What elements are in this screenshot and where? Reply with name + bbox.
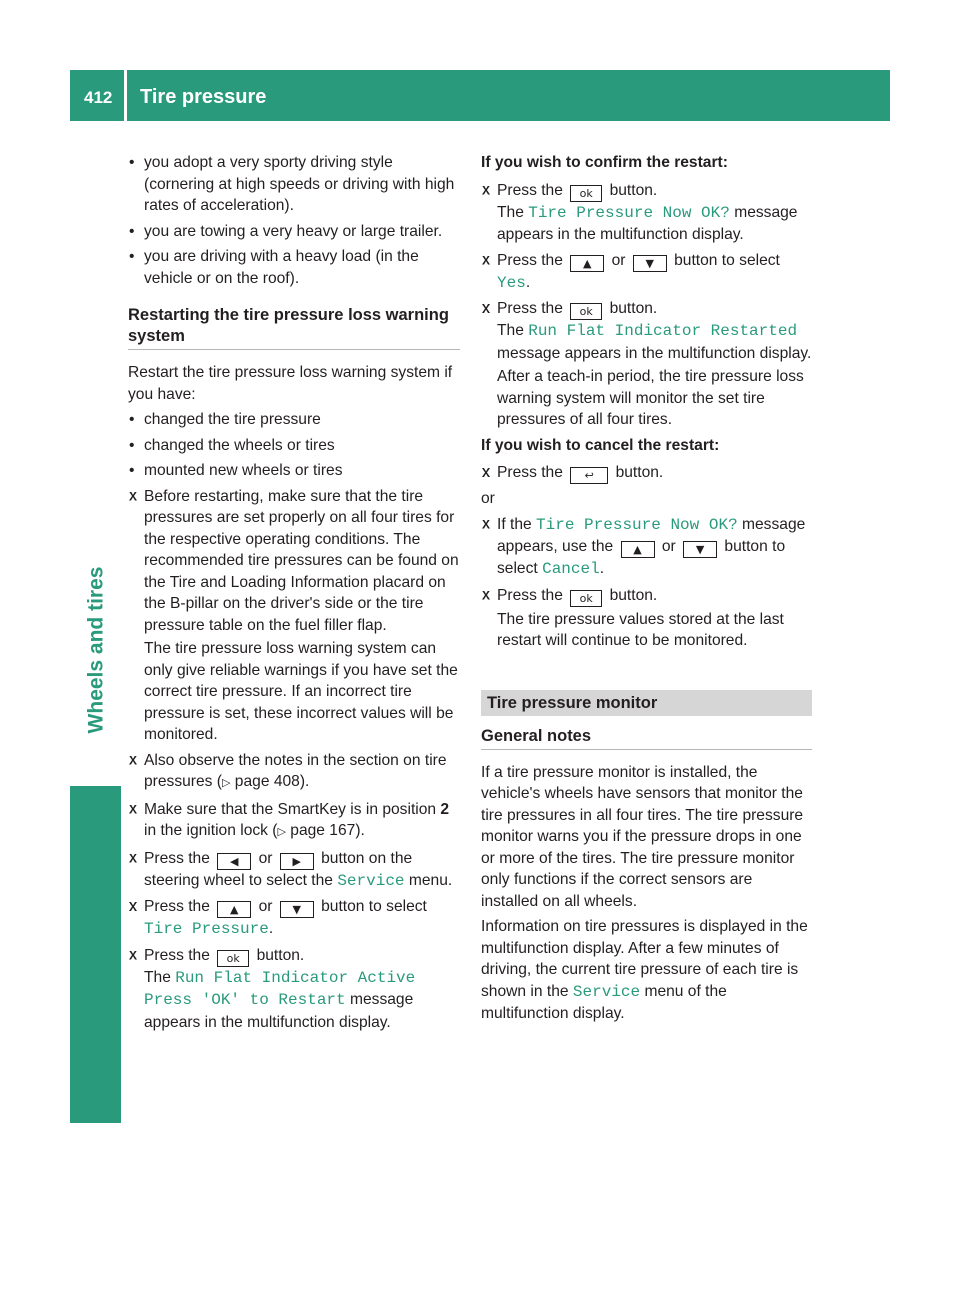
step-text: button.: [609, 586, 658, 604]
display-text-pressure-ok: Tire Pressure Now OK?: [536, 515, 738, 534]
down-arrow-key-icon: ▼: [280, 901, 314, 918]
step-text: button to select: [674, 251, 780, 269]
ok-key-icon: ok: [217, 950, 249, 967]
step-text: or: [661, 538, 676, 555]
step-text: Press the: [144, 946, 210, 964]
step-select-cancel: [481, 514, 812, 581]
step-text: The: [497, 203, 524, 221]
page-ref-icon: ▷: [277, 826, 286, 838]
ok-key-icon: ok: [570, 303, 602, 320]
step-text: The: [144, 968, 171, 986]
step-text: Make sure that the SmartKey is in position: [144, 800, 441, 818]
display-text-yes: Yes: [497, 273, 526, 292]
right-column: [481, 152, 812, 1029]
step-text: button.: [256, 946, 305, 964]
section-heading-restart: Restarting the tire pressure loss warning system: [128, 305, 460, 350]
step-cancel-back: [481, 462, 812, 484]
step-text: or: [258, 849, 273, 867]
step-text: message: [734, 203, 798, 221]
header-divider: [124, 70, 127, 121]
step-before-restarting: [128, 486, 460, 746]
step-smartkey: [128, 799, 460, 844]
step-text: menu.: [408, 871, 453, 889]
confirm-heading: If you wish to confirm the restart:: [481, 154, 728, 171]
step-text: Press the: [144, 849, 210, 867]
list-item: • you are towing a very heavy or large trailer.: [128, 221, 460, 243]
step-text: in the ignition lock (: [144, 822, 278, 839]
step-text: Press the: [497, 586, 563, 604]
step-text: If the: [497, 515, 532, 533]
display-text-run-flat-active: Run Flat Indicator Active: [175, 968, 416, 987]
list-item: • you adopt a very sporty driving style (cornering at high speeds or driving with high rates of acceleration).: [128, 152, 460, 217]
step-text: .: [268, 920, 274, 937]
step-text: or: [258, 898, 273, 915]
step-cancel-ok: [481, 585, 812, 652]
side-color-block: [70, 786, 121, 1123]
step-text: Press the: [497, 464, 563, 481]
list-item: • changed the tire pressure: [128, 409, 460, 431]
up-arrow-key-icon: ▲: [621, 541, 655, 558]
step-text: Press the: [497, 181, 563, 199]
step-text: Before restarting, make sure that the tire pressures are set properly on all four tires for the respective operating conditions. The recommended tire pressures can be found on the Tire and Loading Information placard on the B-pillar on the driver's side or the tire pressure table on the fuel filler flap.: [144, 487, 459, 634]
display-text-pressure-ok: Tire Pressure Now OK?: [528, 203, 730, 222]
step-note: The tire pressure loss warning system can only give reliable warnings if you have set the correct tire pressure. If an incorrect tire pressure is set, these incorrect values will be monitored.: [144, 640, 458, 743]
display-text-cancel: Cancel: [542, 560, 600, 578]
page-ref-icon: ▷: [222, 777, 231, 789]
step-text: appears in the multifunction display.: [144, 1013, 391, 1031]
list-item: • mounted new wheels or tires: [128, 460, 460, 482]
paragraph-text: Information on tire pressures is displayed in the multifunction display. After a few minutes of driving, the current tire pressure of each tire is shown in the: [481, 918, 808, 1000]
general-notes-paragraph: If a tire pressure monitor is installed, the vehicle's wheels have sensors that monitor the tire pressures in all four tires. The tire pressure monitor warns you if the pressure drops in one or more of the tires. The tire pressure monitor only functions if the correct sensors are installed on all wheels.: [481, 763, 804, 910]
step-text: Press the: [144, 898, 210, 915]
list-item: • you are driving with a heavy load (in the vehicle or on the roof).: [128, 246, 460, 289]
step-press-ok: [128, 945, 460, 1034]
general-notes-paragraph: [481, 916, 812, 1025]
intro-text: Restart the tire pressure loss warning system if you have:: [128, 364, 453, 403]
step-text: Press the: [497, 300, 563, 317]
display-text-tire-pressure: Tire Pressure: [144, 920, 269, 938]
side-tab-label: Wheels and tires: [84, 566, 108, 734]
display-text-run-flat-restarted: Run Flat Indicator Restarted: [528, 322, 798, 340]
down-arrow-key-icon: ▼: [683, 541, 717, 558]
step-text: or: [611, 251, 626, 269]
step-text: page 167).: [285, 822, 365, 839]
position-number: 2: [440, 800, 450, 818]
step-text: .: [525, 273, 531, 291]
page-number: 412: [84, 88, 113, 107]
display-text-service: Service: [572, 982, 641, 1001]
step-text: The: [497, 322, 524, 339]
step-text: message appears, use the: [497, 515, 806, 555]
step-text: .: [599, 560, 605, 577]
step-select-service: [128, 848, 460, 893]
ok-key-icon: ok: [570, 590, 602, 607]
step-text: message appears in the multifunction display.: [497, 344, 812, 362]
step-text: appears in the multifunction display.: [497, 226, 744, 243]
cancel-heading: If you wish to cancel the restart:: [481, 436, 720, 454]
step-select-tire-pressure: [128, 896, 460, 941]
display-text-service: Service: [337, 871, 405, 890]
display-text-press-ok: Press 'OK' to Restart: [144, 991, 346, 1009]
monitor-heading: Tire pressure monitor: [481, 690, 812, 716]
step-text: button.: [609, 300, 658, 317]
ok-key-icon: ok: [570, 185, 602, 202]
step-text: message: [349, 991, 414, 1008]
step-text: button to select: [321, 898, 427, 915]
left-arrow-key-icon: ◀: [217, 853, 251, 870]
step-text: button on the steering wheel to select the: [144, 849, 413, 889]
step-text: button.: [609, 181, 658, 199]
step-note: The tire pressure values stored at the last restart will continue to be monitored.: [497, 610, 784, 649]
page-title: Tire pressure: [140, 86, 267, 108]
step-text: button to select: [497, 538, 786, 577]
up-arrow-key-icon: ▲: [217, 901, 251, 918]
or-text: or: [481, 490, 495, 507]
right-arrow-key-icon: ▶: [280, 853, 314, 870]
down-arrow-key-icon: ▼: [633, 255, 667, 272]
step-text: page 408).: [230, 773, 310, 790]
left-column: [128, 152, 460, 1037]
step-confirm-restarted: [481, 298, 812, 431]
back-key-icon: ↩: [570, 467, 608, 484]
paragraph-text: menu of the multifunction display.: [481, 982, 727, 1022]
step-select-yes: [481, 250, 812, 295]
step-text: Press the: [497, 251, 563, 269]
up-arrow-key-icon: ▲: [570, 255, 604, 272]
step-observe-notes: [128, 750, 460, 795]
general-notes-heading: General notes: [481, 726, 812, 750]
step-note: After a teach-in period, the tire pressure loss warning system will monitor the set tire pressures of all four tires.: [497, 368, 804, 428]
step-text: Also observe the notes in the section on tire pressures (: [144, 751, 447, 790]
step-text: button.: [615, 464, 664, 481]
step-confirm-ok: [481, 180, 812, 246]
list-item: • changed the wheels or tires: [128, 435, 460, 457]
